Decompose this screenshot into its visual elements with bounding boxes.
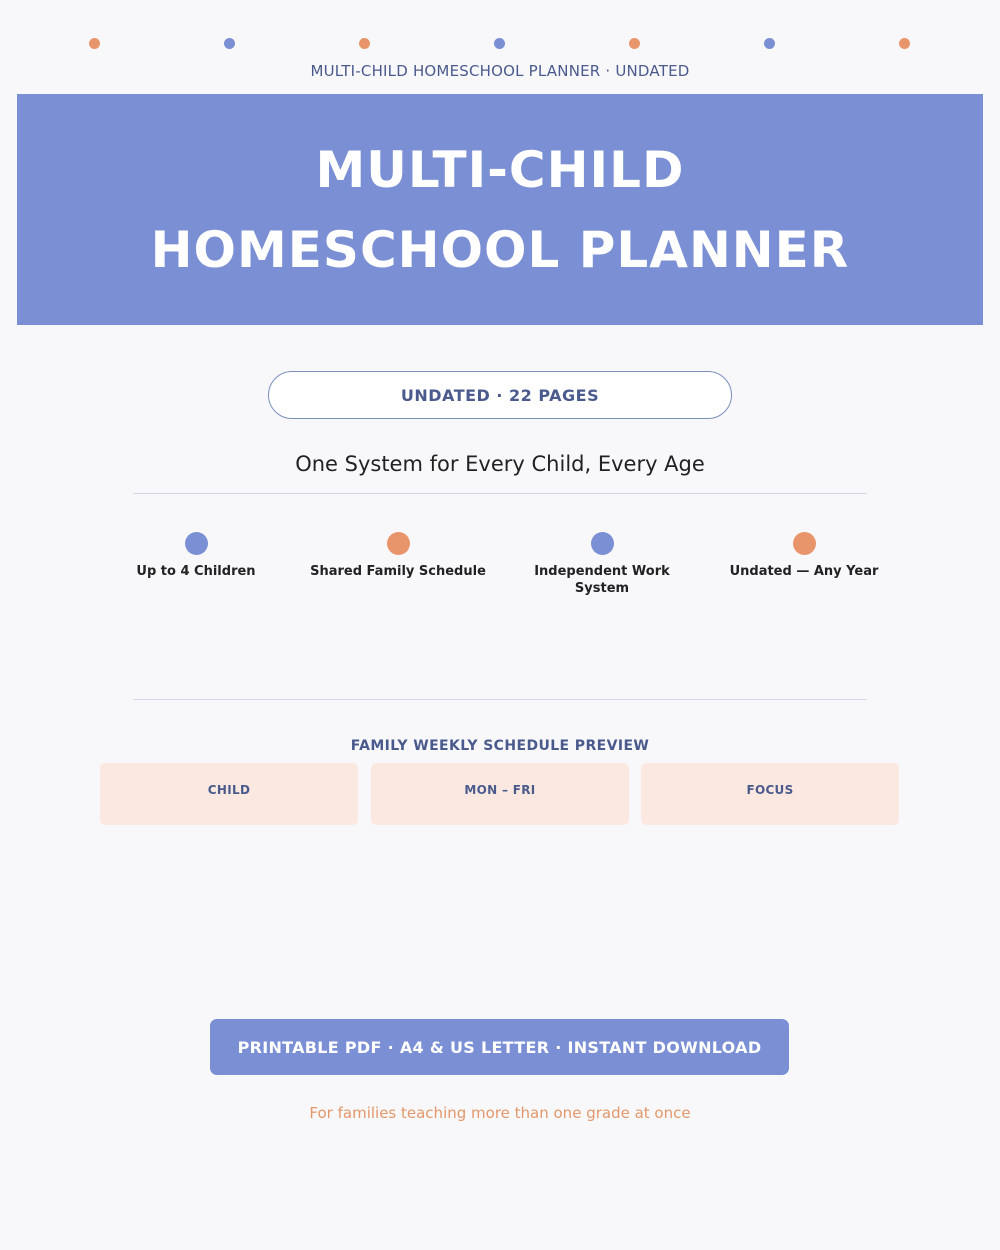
- title-line-1: MULTI-CHILD: [315, 140, 685, 199]
- decor-dot: [629, 38, 640, 49]
- download-info-button[interactable]: [210, 1019, 789, 1075]
- decor-dot: [764, 38, 775, 49]
- title-line-2: HOMESCHOOL PLANNER: [150, 220, 850, 279]
- header-kicker: MULTI-CHILD HOMESCHOOL PLANNER · UNDATED: [310, 62, 690, 80]
- feature-dot-icon: [185, 532, 208, 555]
- feature-label: Independent Work System: [534, 564, 670, 596]
- feature-dot-icon: [793, 532, 816, 555]
- feature-dot-icon: [387, 532, 410, 555]
- download-info-label: PRINTABLE PDF · A4 & US LETTER · INSTANT DOWNLOAD: [237, 1037, 762, 1057]
- schedule-preview-title: FAMILY WEEKLY SCHEDULE PREVIEW: [350, 738, 650, 754]
- feature-label: Shared Family Schedule: [310, 564, 486, 579]
- feature-dot-icon: [591, 532, 614, 555]
- schedule-column-focus: FOCUS: [641, 763, 899, 825]
- feature-item: [512, 532, 692, 597]
- feature-label: Up to 4 Children: [136, 564, 256, 579]
- tagline: One System for Every Child, Every Age: [295, 452, 705, 476]
- feature-item: [106, 532, 286, 580]
- decor-dot: [224, 38, 235, 49]
- footer-note: For families teaching more than one grade at once: [309, 1104, 691, 1122]
- decor-dot: [899, 38, 910, 49]
- feature-item: [714, 532, 894, 580]
- decor-dot: [494, 38, 505, 49]
- decor-dot: [359, 38, 370, 49]
- divider-top: [133, 493, 867, 494]
- feature-item: [308, 532, 488, 580]
- title-banner: [17, 94, 983, 325]
- decor-dot: [89, 38, 100, 49]
- pages-badge: [268, 371, 732, 419]
- schedule-column-days: MON – FRI: [371, 763, 629, 825]
- divider-bottom: [133, 699, 867, 700]
- pages-badge-label: UNDATED · 22 PAGES: [400, 385, 600, 405]
- feature-label: Undated — Any Year: [729, 564, 879, 579]
- schedule-column-child: CHILD: [100, 763, 358, 825]
